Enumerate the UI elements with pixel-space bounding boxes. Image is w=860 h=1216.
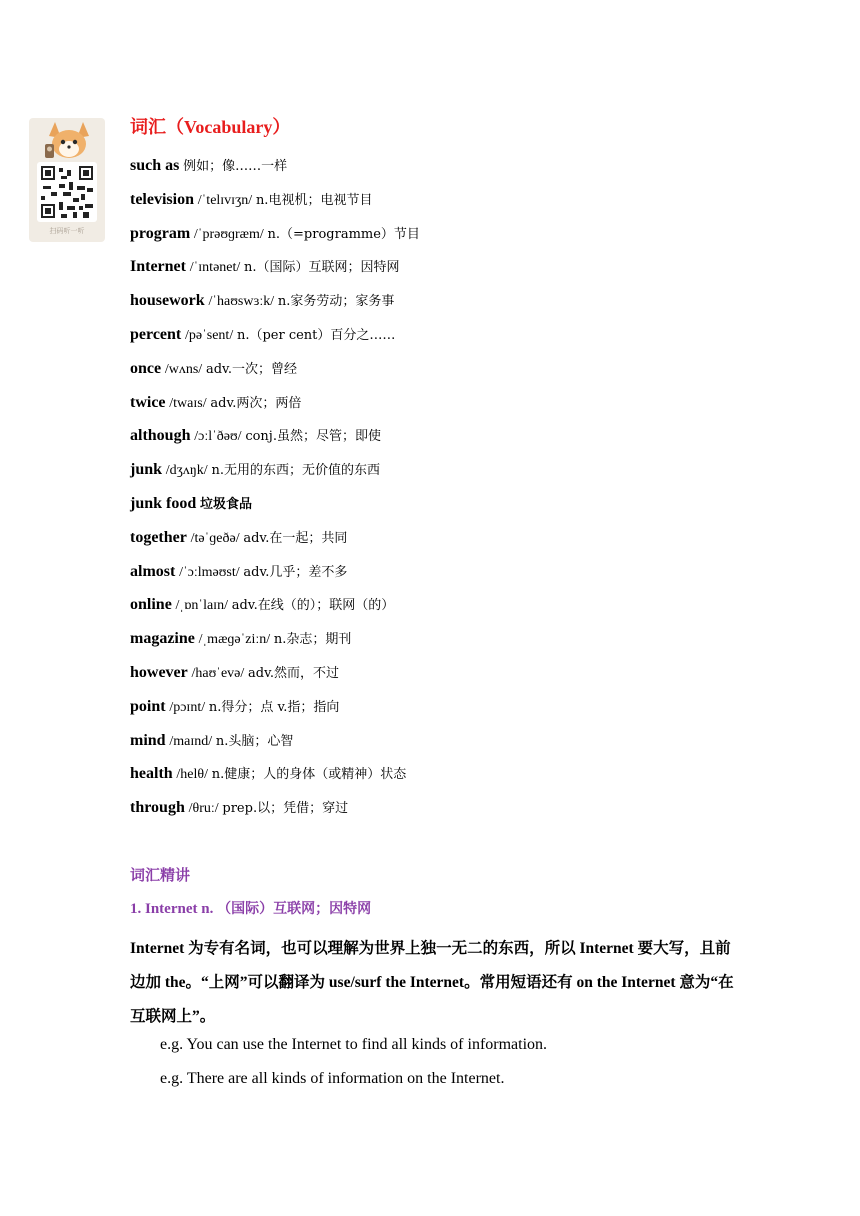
vocab-phonetic: /twaɪs/ bbox=[169, 395, 207, 411]
vocab-item bbox=[130, 459, 420, 493]
vocab-item bbox=[130, 189, 420, 223]
vocab-word: junk food bbox=[130, 494, 197, 512]
vocabulary-heading: 词汇（Vocabulary） bbox=[130, 117, 291, 137]
vocab-phonetic: /maɪnd/ bbox=[169, 733, 213, 749]
vocab-word: together bbox=[130, 528, 187, 546]
vocab-item bbox=[130, 527, 420, 561]
vocab-word: housework bbox=[130, 292, 205, 310]
vocab-word: television bbox=[130, 190, 194, 208]
vocab-item bbox=[130, 425, 420, 459]
qr-code[interactable] bbox=[37, 162, 97, 222]
vocab-meaning: n.家务劳动；家务事 bbox=[277, 294, 395, 310]
vocab-word: percent bbox=[130, 325, 182, 343]
vocab-word: twice bbox=[130, 393, 166, 411]
vocab-phonetic: /ˌmæɡəˈziːn/ bbox=[198, 632, 271, 648]
point-label: 1. Internet n. bbox=[130, 901, 214, 917]
vocab-meaning: adv.两次；两倍 bbox=[210, 395, 302, 411]
vocab-item bbox=[130, 324, 420, 358]
vocab-meaning: n.（=programme）节目 bbox=[267, 226, 420, 242]
vocab-meaning: conj.虽然；尽管；即使 bbox=[245, 429, 381, 445]
vocab-item bbox=[130, 662, 420, 696]
vocab-word: however bbox=[130, 663, 188, 681]
vocab-phonetic: /ˈhaʊswɜːk/ bbox=[208, 294, 275, 310]
vocab-item bbox=[130, 155, 420, 189]
explanation-paragraph: Internet 为专有名词，也可以理解为世界上独一无二的东西，所以 Internet 要大写，且前边加 the。“上网”可以翻译为 use/surf the Internet。常用短语还有 on the Internet 意为“在互联网上”。 bbox=[130, 940, 734, 1025]
vocab-word: health bbox=[130, 765, 173, 783]
example-sentence: e.g. There are all kinds of information on the Internet. bbox=[160, 1070, 505, 1087]
vocab-phonetic: /ˈɔːlməʊst/ bbox=[179, 564, 240, 580]
vocab-phonetic: /θruː/ bbox=[188, 801, 219, 817]
vocab-item bbox=[130, 628, 420, 662]
vocabulary-explanation-heading: 词汇精讲 bbox=[130, 866, 191, 884]
vocab-word: although bbox=[130, 427, 191, 445]
vocab-item bbox=[130, 561, 420, 595]
vocab-item bbox=[130, 696, 420, 730]
point-heading bbox=[130, 898, 371, 920]
vocab-phonetic: /ˈtelɪvɪʒn/ bbox=[197, 192, 253, 208]
vocab-word: junk bbox=[130, 461, 163, 479]
vocab-word: through bbox=[130, 799, 185, 817]
vocab-phonetic: /ɔːlˈðəʊ/ bbox=[194, 429, 242, 445]
vocab-word: almost bbox=[130, 562, 176, 580]
vocab-phonetic: /dʒʌŋk/ bbox=[165, 463, 208, 479]
vocab-meaning: n.（国际）互联网；因特网 bbox=[244, 260, 400, 276]
vocab-item bbox=[130, 358, 420, 392]
vocab-meaning: n.健康；人的身体（或精神）状态 bbox=[211, 767, 407, 783]
vocab-phonetic: /pɔɪnt/ bbox=[169, 699, 206, 715]
qr-pattern-icon bbox=[37, 162, 97, 222]
vocab-word: such as bbox=[130, 157, 180, 174]
vocab-phonetic: /təˈɡeðə/ bbox=[190, 530, 240, 546]
vocab-meaning: adv.一次；曾经 bbox=[205, 361, 297, 377]
vocab-item bbox=[130, 493, 420, 527]
qr-caption: 扫码听一听 bbox=[49, 227, 85, 235]
fox-mascot-icon bbox=[41, 118, 97, 160]
vocab-meaning: adv.在一起；共同 bbox=[243, 530, 348, 546]
vocab-meaning: n.头脑；心智 bbox=[215, 733, 294, 749]
vocab-phonetic: /pəˈsent/ bbox=[185, 327, 234, 343]
vocab-phonetic: /ˈɪntənet/ bbox=[189, 260, 241, 276]
vocabulary-list bbox=[130, 155, 420, 831]
vocab-word: Internet bbox=[130, 258, 186, 276]
vocab-phonetic: /helθ/ bbox=[176, 767, 209, 783]
vocab-phonetic: /wʌns/ bbox=[164, 361, 203, 377]
vocab-meaning: prep.以；凭借；穿过 bbox=[222, 801, 349, 817]
vocab-word: once bbox=[130, 359, 162, 377]
vocab-item bbox=[130, 763, 420, 797]
vocab-item bbox=[130, 223, 420, 257]
vocab-word: online bbox=[130, 596, 172, 614]
point-meaning: （国际）互联网；因特网 bbox=[217, 901, 372, 917]
vocab-item bbox=[130, 730, 420, 764]
vocab-item bbox=[130, 256, 420, 290]
vocab-meaning: n.（per cent）百分之…… bbox=[236, 327, 396, 343]
vocab-word: program bbox=[130, 224, 191, 242]
vocab-meaning: n.杂志；期刊 bbox=[273, 632, 352, 648]
vocab-phonetic: /haʊˈevə/ bbox=[191, 665, 245, 681]
vocab-item bbox=[130, 392, 420, 426]
example-sentence: e.g. You can use the Internet to find all kinds of information. bbox=[160, 1036, 548, 1053]
vocab-item bbox=[130, 290, 420, 324]
vocab-meaning: n.无用的东西；无价值的东西 bbox=[211, 463, 380, 479]
vocab-word: magazine bbox=[130, 630, 195, 648]
vocab-meaning: adv.然而，不过 bbox=[248, 665, 340, 681]
vocab-word: point bbox=[130, 697, 166, 715]
vocab-meaning: n.得分；点 v.指；指向 bbox=[208, 699, 340, 715]
vocab-meaning: 例如；像……一样 bbox=[183, 159, 288, 174]
vocab-phonetic: /ˌɒnˈlaɪn/ bbox=[175, 598, 228, 614]
vocab-phonetic: /ˈprəʊɡræm/ bbox=[193, 226, 264, 242]
vocab-meaning: adv.几乎；差不多 bbox=[243, 564, 348, 580]
vocab-meaning: 垃圾食品 bbox=[200, 496, 253, 512]
vocab-item bbox=[130, 594, 420, 628]
vocab-item bbox=[130, 797, 420, 831]
qr-code-badge[interactable] bbox=[29, 118, 105, 242]
vocab-meaning: n.电视机；电视节目 bbox=[255, 192, 373, 208]
vocab-word: mind bbox=[130, 731, 166, 749]
vocab-meaning: adv.在线（的）；联网（的） bbox=[231, 598, 395, 614]
